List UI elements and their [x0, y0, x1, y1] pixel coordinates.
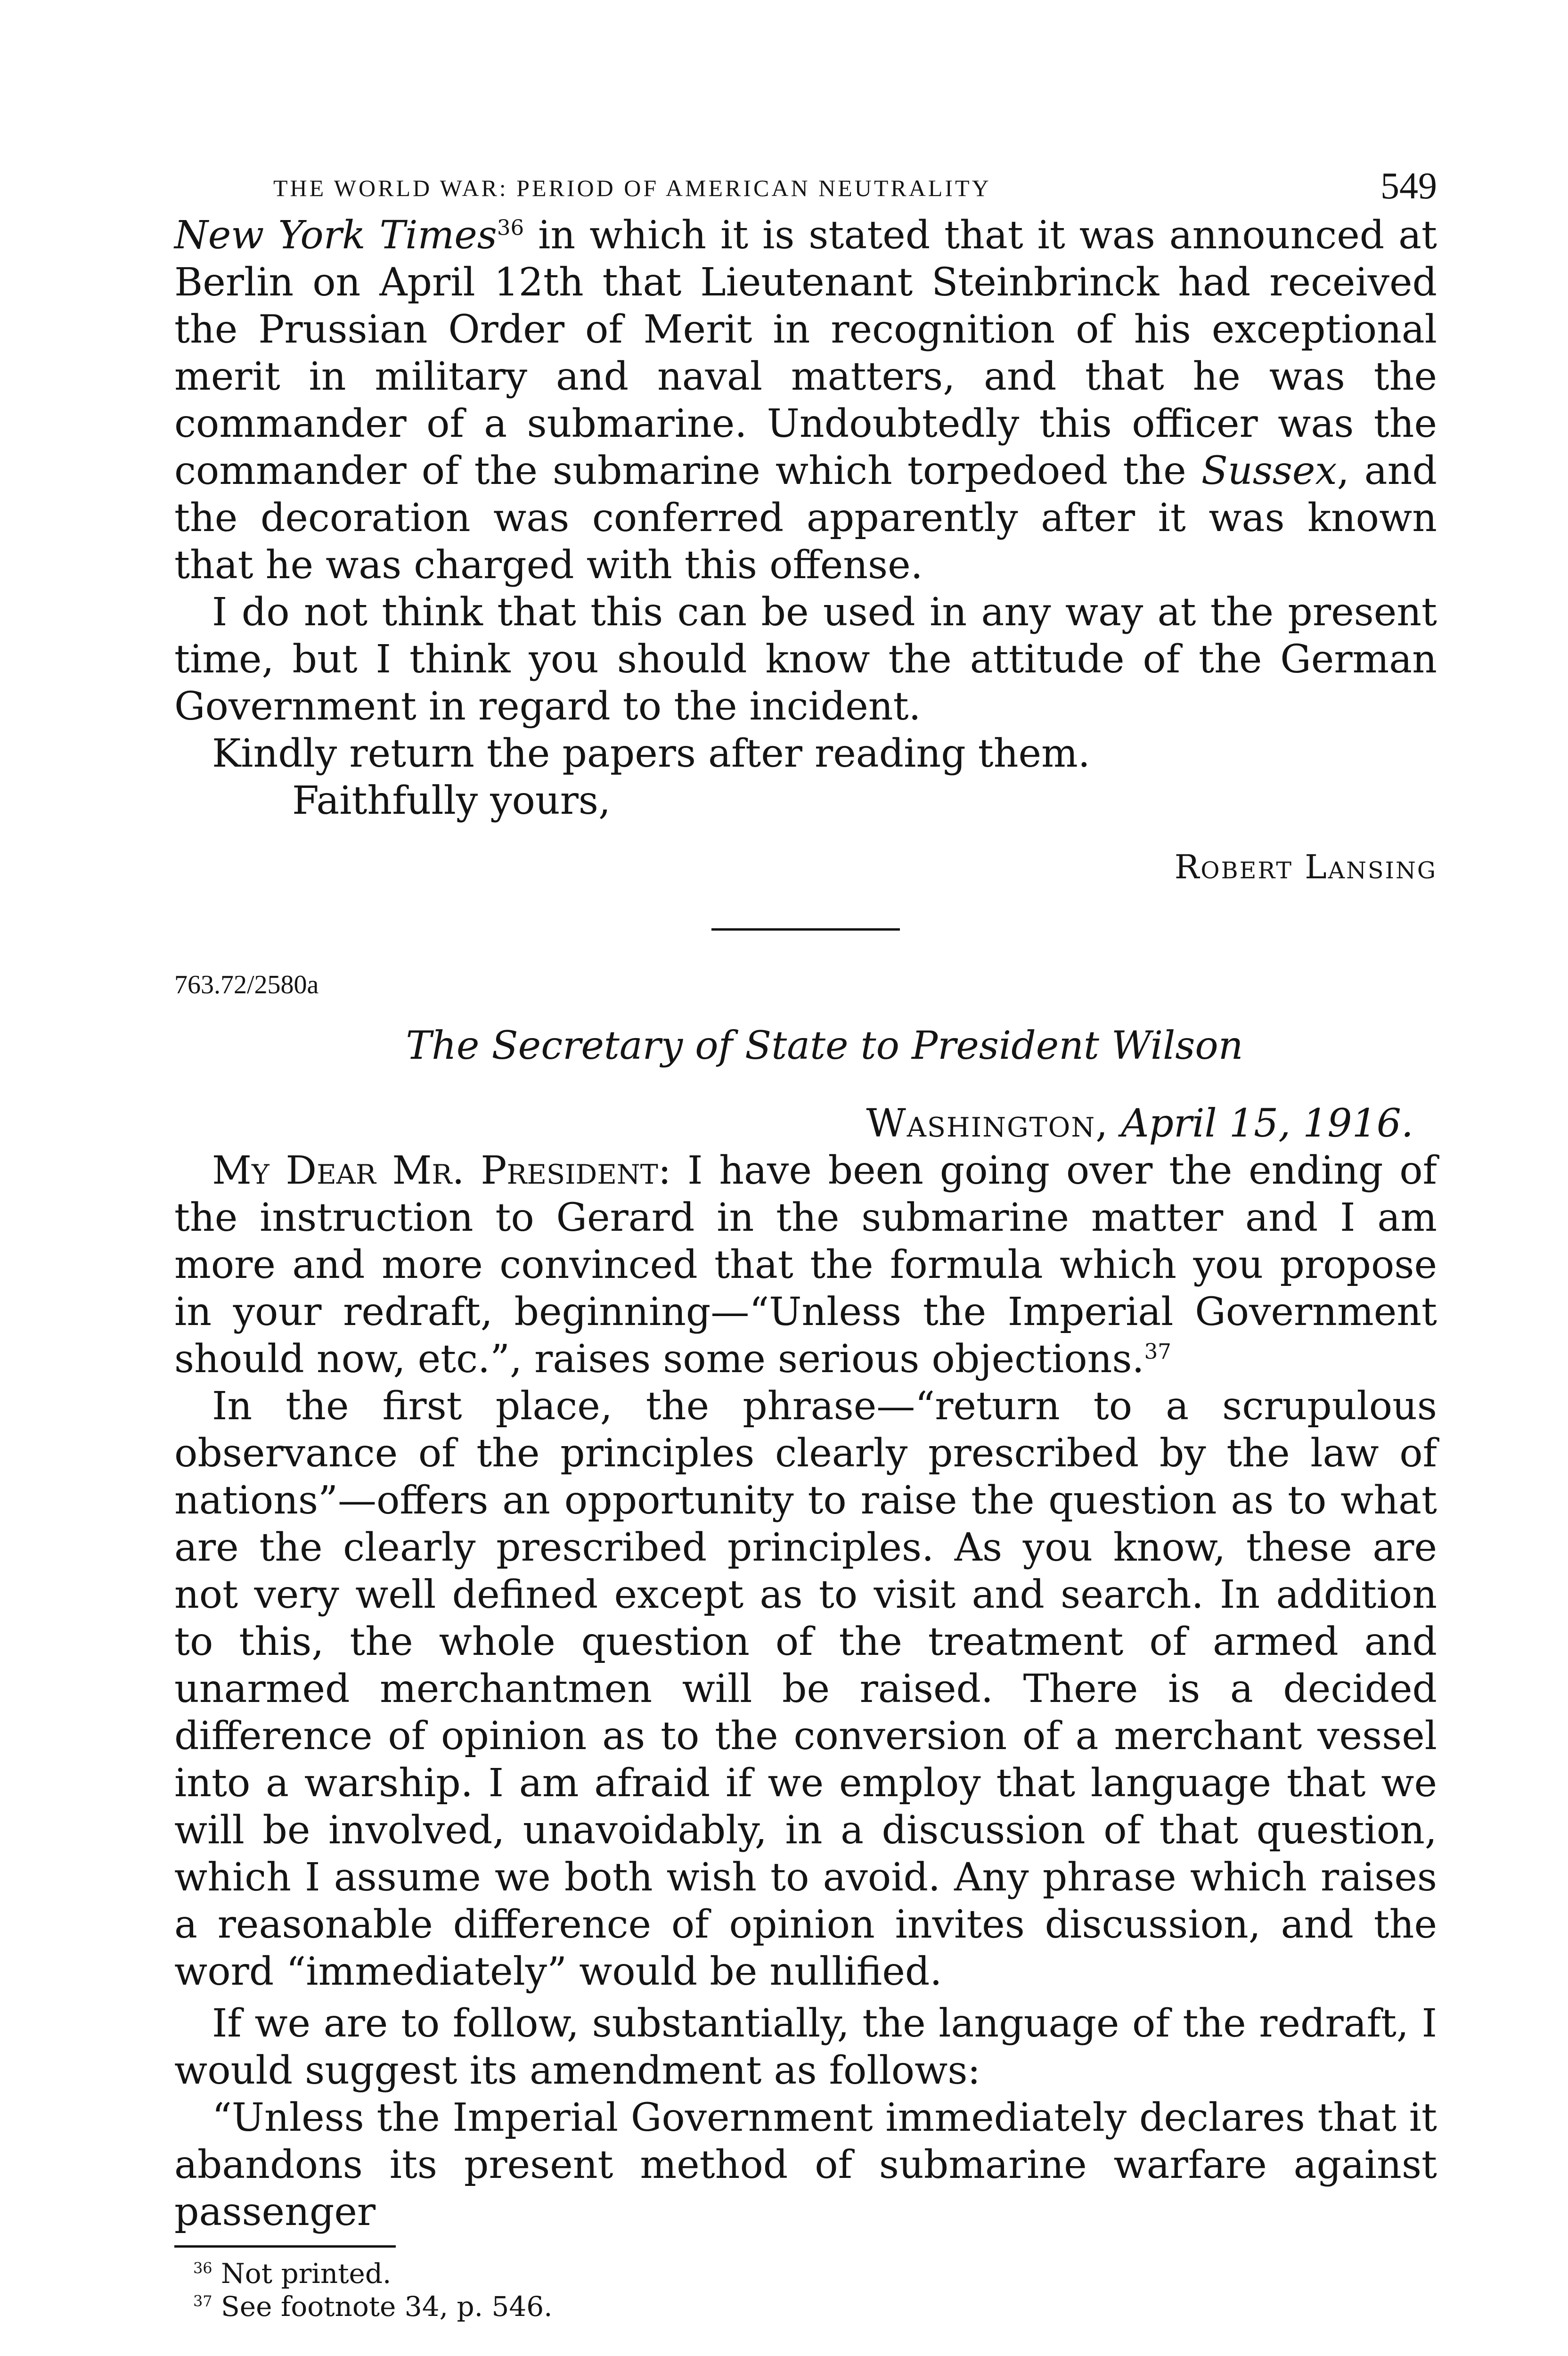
footnote-ref-37: 37: [1144, 1339, 1171, 1364]
document-title: The Secretary of State to President Wilson: [406, 1023, 1243, 1068]
footnote: [193, 2257, 1437, 2290]
newspaper-title: New York Times: [174, 213, 497, 258]
letter2-paragraph-2: In the first place, the phrase—“return to a scrupulous observance of the principles clearly prescribed by the law of nations”—offers an opportunity to raise the question as to what are the clearly prescribed principles. As you know, these are not very well defined except as to visit and search. In addition to this, the whole question of the treatment of armed and unarmed merchantmen will be raised. There is a decided difference of opinion as to the conversion of a merchant vessel into a warship. I am afraid if we employ that language that we will be involved, unavoidably, in a discussion of that question, which I assume we both wish to avoid. Any phrase which raises a reasonable difference of opinion invites discussion, and the word “immediately” would be nullified.: [174, 1384, 1437, 1994]
letter2-paragraph-3: If we are to follow, substantially, the language of the redraft, I would suggest its amendment as follows:: [174, 2001, 1437, 2093]
file-number: 763.72/2580a: [174, 970, 319, 999]
footnote-ref-36: 36: [497, 215, 524, 240]
running-head: THE WORLD WAR: PERIOD OF AMERICAN NEUTRALITY: [273, 175, 991, 201]
page-header: [174, 160, 1437, 212]
footnote-text: See footnote 34, p. 546.: [221, 2291, 553, 2323]
dateline-place: Washington,: [866, 1101, 1109, 1146]
footnote-divider: [174, 2245, 396, 2248]
document-page: [174, 160, 1437, 2323]
letter1-para1-text-b: , and the decoration was conferred apparently after it was known that he was charged with this offense.: [174, 449, 1437, 588]
footnote-marker: 37: [193, 2292, 212, 2310]
dateline-date: April 15, 1916.: [1121, 1101, 1413, 1146]
letter1-paragraph-1: [174, 212, 1437, 589]
letter2-paragraph-1: [174, 1147, 1437, 1383]
dateline: [174, 1100, 1437, 1147]
footnote: [193, 2290, 1437, 2323]
letter1-paragraph-2: I do not think that this can be used in any way at the present time, but I think you should know the attitude of the German Government in regard to the incident.: [174, 590, 1437, 729]
letter1-signature: Robert Lansing: [1174, 848, 1437, 886]
letter1-closing: Faithfully yours,: [292, 778, 611, 823]
footnote-text: Not printed.: [221, 2258, 392, 2290]
section-divider: [711, 928, 900, 931]
letter2-para1-text: I have been going over the ending of the instruction to Gerard in the submarine matter and I am more and more convinced that the formula which you propose in your redraft, beginning—“Unless the Imperial Government should now, etc.”, raises some serious objections.: [174, 1148, 1437, 1382]
letter1-para1-text-a: in which it is stated that it was announced at Berlin on April 12th that Lieutenant Steinbrinck had received the Prussian Order of Merit in recognition of his exceptional merit in military and naval matters, and that he was the commander of a submarine. Undoubtedly this officer was the commander of the submarine which torpedoed the: [174, 213, 1437, 493]
footnote-marker: 36: [193, 2259, 212, 2277]
salutation: My Dear Mr. President:: [212, 1148, 671, 1193]
quoted-amendment: “Unless the Imperial Government immediately declares that it abandons its present method of submarine warfare against passenger: [174, 2095, 1437, 2234]
page-number: 549: [1380, 165, 1437, 207]
letter1-paragraph-3: Kindly return the papers after reading them.: [212, 731, 1090, 776]
letter-continuation: [174, 212, 1437, 891]
footnotes: [193, 2257, 1437, 2323]
letter2-body: [174, 1147, 1437, 2236]
ship-name: Sussex: [1201, 449, 1337, 493]
